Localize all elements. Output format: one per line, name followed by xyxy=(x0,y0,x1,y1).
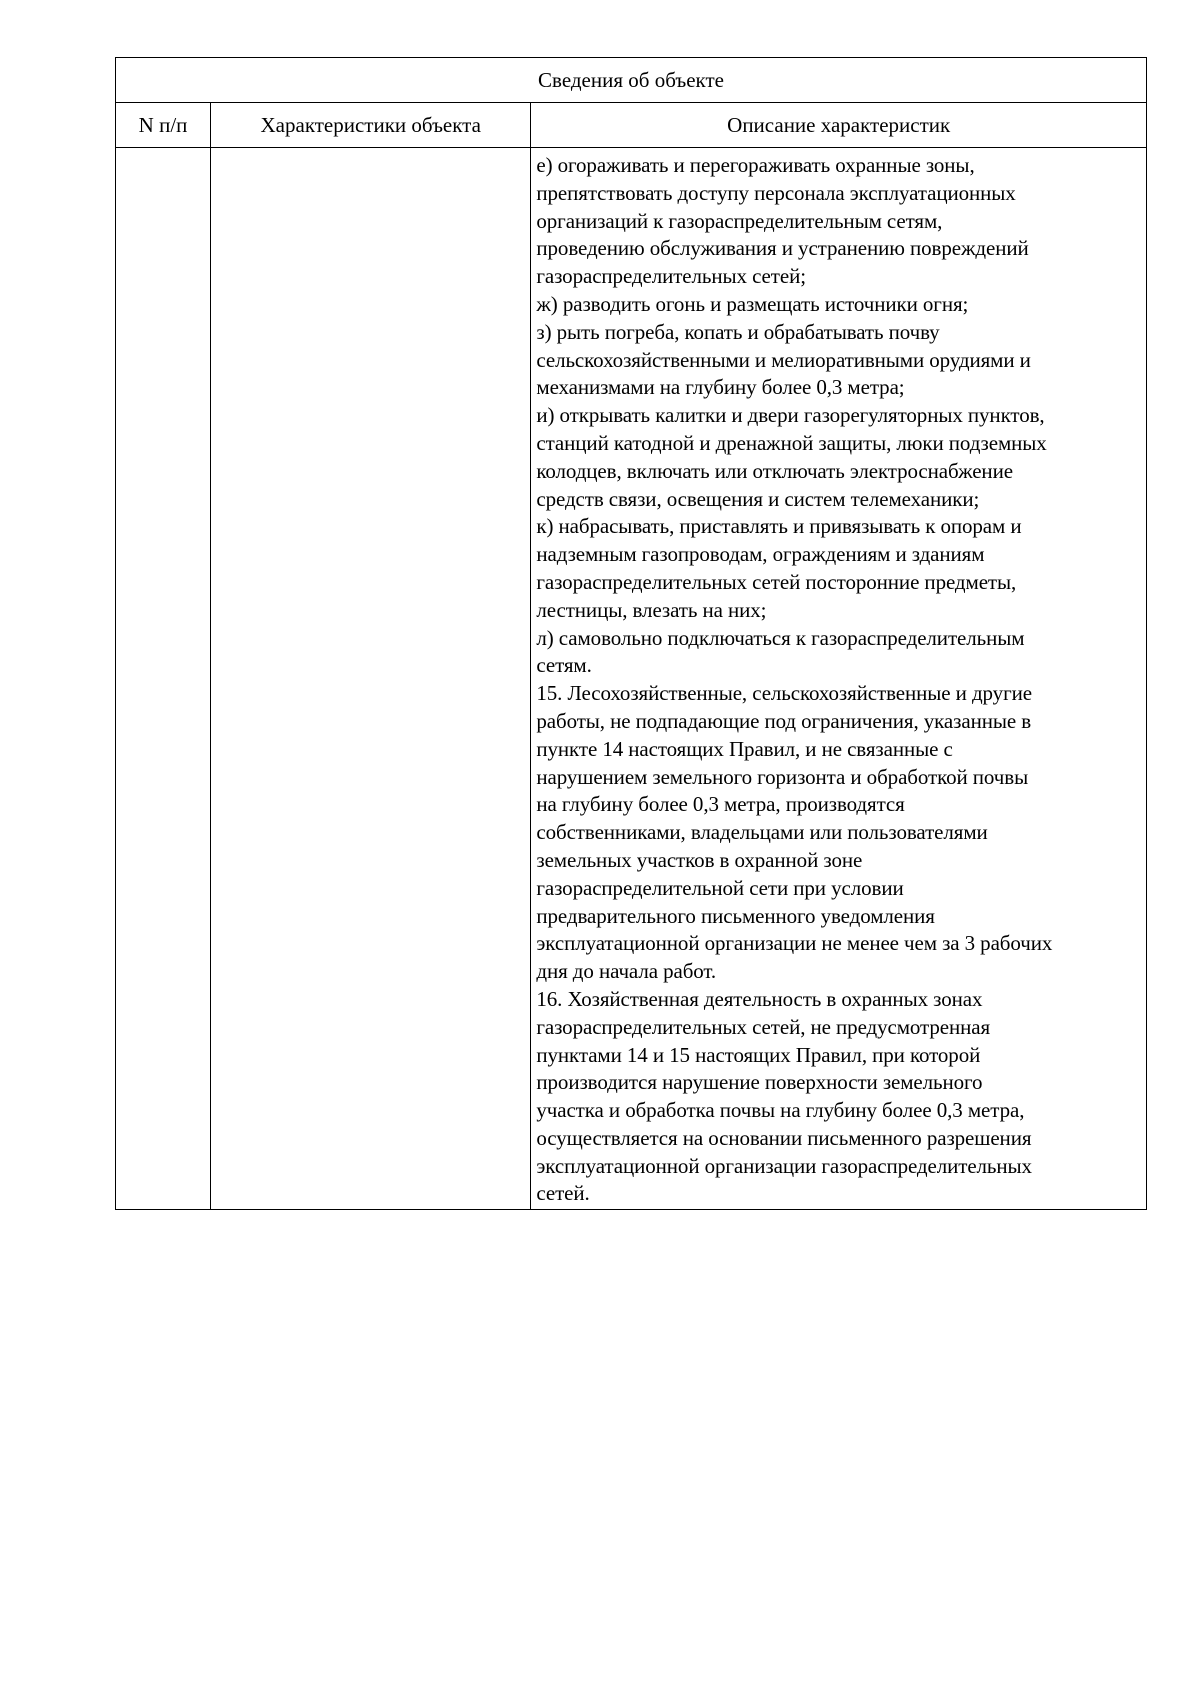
description-line: газораспределительных сетей посторонние предметы, xyxy=(536,569,1017,594)
description-line: работы, не подпадающие под ограничения, указанные в xyxy=(536,708,1032,733)
description-line: сетям. xyxy=(536,653,592,678)
object-info-table xyxy=(115,57,1147,1210)
description-line: л) самовольно подключаться к газораспределительным xyxy=(536,625,1025,650)
description-line: газораспределительных сетей; xyxy=(536,264,806,289)
description-line: на глубину более 0,3 метра, производятся xyxy=(536,792,905,817)
table-title-row xyxy=(116,58,1147,103)
table-row xyxy=(116,148,1147,1210)
description-line: газораспределительных сетей, не предусмотренная xyxy=(536,1014,991,1039)
description-line: з) рыть погреба, копать и обрабатывать почву xyxy=(536,319,940,344)
description-line: пункте 14 настоящих Правил, и не связанные с xyxy=(536,736,953,761)
cell-characteristics xyxy=(211,148,531,1210)
description-line: 15. Лесохозяйственные, сельскохозяйственные и другие xyxy=(536,681,1032,706)
table-title: Сведения об объекте xyxy=(116,58,1147,103)
description-line: предварительного письменного уведомления xyxy=(536,903,935,928)
description-line: дня до начала работ. xyxy=(536,959,717,984)
description-line: газораспределительной сети при условии xyxy=(536,875,904,900)
description-line: колодцев, включать или отключать электроснабжение xyxy=(536,458,1013,483)
description-line: станций катодной и дренажной защиты, люки подземных xyxy=(536,430,1047,455)
header-number: N п/п xyxy=(116,103,211,148)
table-header-row xyxy=(116,103,1147,148)
description-line: ж) разводить огонь и размещать источники огня; xyxy=(536,291,969,316)
description-line: 16. Хозяйственная деятельность в охранных зонах xyxy=(536,986,983,1011)
description-line: е) огораживать и перегораживать охранные зоны, xyxy=(536,153,975,177)
description-line: механизмами на глубину более 0,3 метра; xyxy=(536,375,905,400)
description-line: осуществляется на основании письменного разрешения xyxy=(536,1125,1032,1150)
description-line: средств связи, освещения и систем телемеханики; xyxy=(536,486,980,511)
description-line: земельных участков в охранной зоне xyxy=(536,847,863,872)
description-line: препятствовать доступу персонала эксплуатационных xyxy=(536,180,1016,205)
description-line: производится нарушение поверхности земельного xyxy=(536,1070,983,1095)
description-line: организаций к газораспределительным сетям, xyxy=(536,208,943,233)
description-line: сетей. xyxy=(536,1181,590,1206)
description-line: лестницы, влезать на них; xyxy=(536,597,767,622)
cell-number xyxy=(116,148,211,1210)
description-line: сельскохозяйственными и мелиоративными орудиями и xyxy=(536,347,1031,372)
description-line: и) открывать калитки и двери газорегуляторных пунктов, xyxy=(536,403,1045,428)
description-line: пунктами 14 и 15 настоящих Правил, при которой xyxy=(536,1042,981,1067)
description-line: собственниками, владельцами или пользователями xyxy=(536,820,988,845)
description-line: участка и обработка почвы на глубину более 0,3 метра, xyxy=(536,1098,1025,1123)
cell-description xyxy=(531,148,1147,1210)
description-line: к) набрасывать, приставлять и привязывать к опорам и xyxy=(536,514,1022,539)
header-characteristics: Характеристики объекта xyxy=(211,103,531,148)
description-line: эксплуатационной организации не менее чем за 3 рабочих xyxy=(536,931,1053,956)
description-line: надземным газопроводам, ограждениям и зданиям xyxy=(536,542,985,567)
description-line: нарушением земельного горизонта и обработкой почвы xyxy=(536,764,1029,789)
description-line: эксплуатационной организации газораспределительных xyxy=(536,1153,1032,1178)
header-description: Описание характеристик xyxy=(531,103,1147,148)
description-line: проведению обслуживания и устранению повреждений xyxy=(536,236,1029,261)
